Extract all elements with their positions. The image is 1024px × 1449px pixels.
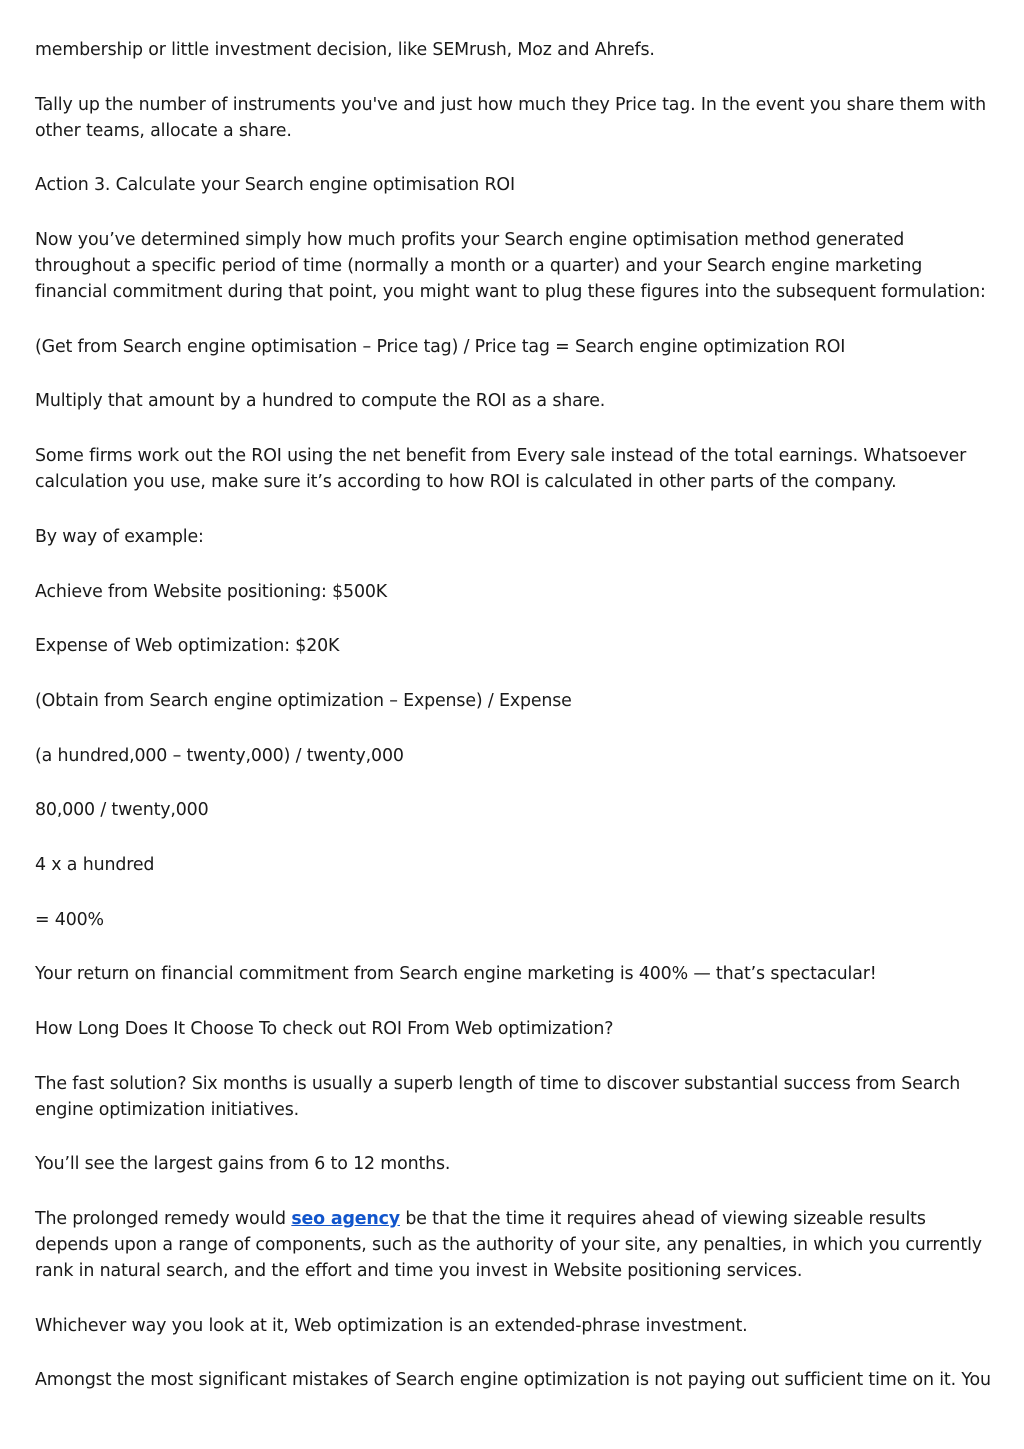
example-line: Expense of Web optimization: $20K — [35, 636, 340, 657]
paragraph: By way of example: — [35, 526, 204, 547]
example-line: 80,000 / twenty,000 — [35, 800, 209, 821]
paragraph: Multiply that amount by a hundred to compute the ROI as a share. — [35, 391, 606, 412]
paragraph: membership or little investment decision, like SEMrush, Moz and Ahrefs. — [35, 40, 655, 60]
paragraph: Some firms work out the ROI using the net benefit from Every sale instead of the total earnings. Whatsoever calculation you use, make sure it’s according to how ROI is calculated in other parts of the company. — [35, 446, 967, 493]
example-line: = 400% — [35, 909, 104, 930]
paragraph-text: be that the time it requires ahead of viewing sizeable results depends upon a range of components, such as the authority of your site, any penalties, in which you currently rank in natural search, and the effort and time you invest in Website positioning services. — [35, 1209, 982, 1282]
document-body — [35, 37, 995, 1422]
example-line: (Obtain from Search engine optimization – Expense) / Expense — [35, 690, 572, 711]
paragraph: You’ll see the largest gains from 6 to 12 months. — [35, 1154, 451, 1175]
paragraph: Your return on financial commitment from Search engine marketing is 400% — that’s spectacular! — [35, 964, 877, 985]
paragraph: Whichever way you look at it, Web optimization is an extended-phrase investment. — [35, 1315, 748, 1336]
section-heading: Action 3. Calculate your Search engine optimisation ROI — [35, 175, 515, 196]
paragraph: Tally up the number of instruments you've and just how much they Price tag. In the event you share them with other teams, allocate a share. — [35, 94, 987, 141]
section-heading: How Long Does It Choose To check out ROI From Web optimization? — [35, 1019, 614, 1039]
paragraph: The fast solution? Six months is usually a superb length of time to discover substantial success from Search engine optimization initiatives. — [35, 1073, 961, 1120]
paragraph-text: The prolonged remedy would — [35, 1209, 292, 1230]
example-line: (a hundred,000 – twenty,000) / twenty,000 — [35, 745, 404, 766]
paragraph: Now you’ve determined simply how much profits your Search engine optimisation method generated throughout a specific period of time (normally a month or a quarter) and your Search engine marketing financial commitment during that point, you might want to plug these figures into the subsequent formulation: — [35, 230, 986, 303]
paragraph: Amongst the most significant mistakes of Search engine optimization is not paying out sufficient time on it. You — [35, 1370, 991, 1391]
seo-agency-link[interactable]: seo agency — [291, 1209, 400, 1230]
formula: (Get from Search engine optimisation – Price tag) / Price tag = Search engine optimization ROI — [35, 336, 846, 357]
example-line: 4 x a hundred — [35, 854, 155, 875]
paragraph-with-link — [35, 1206, 995, 1284]
example-line: Achieve from Website positioning: $500K — [35, 581, 388, 602]
